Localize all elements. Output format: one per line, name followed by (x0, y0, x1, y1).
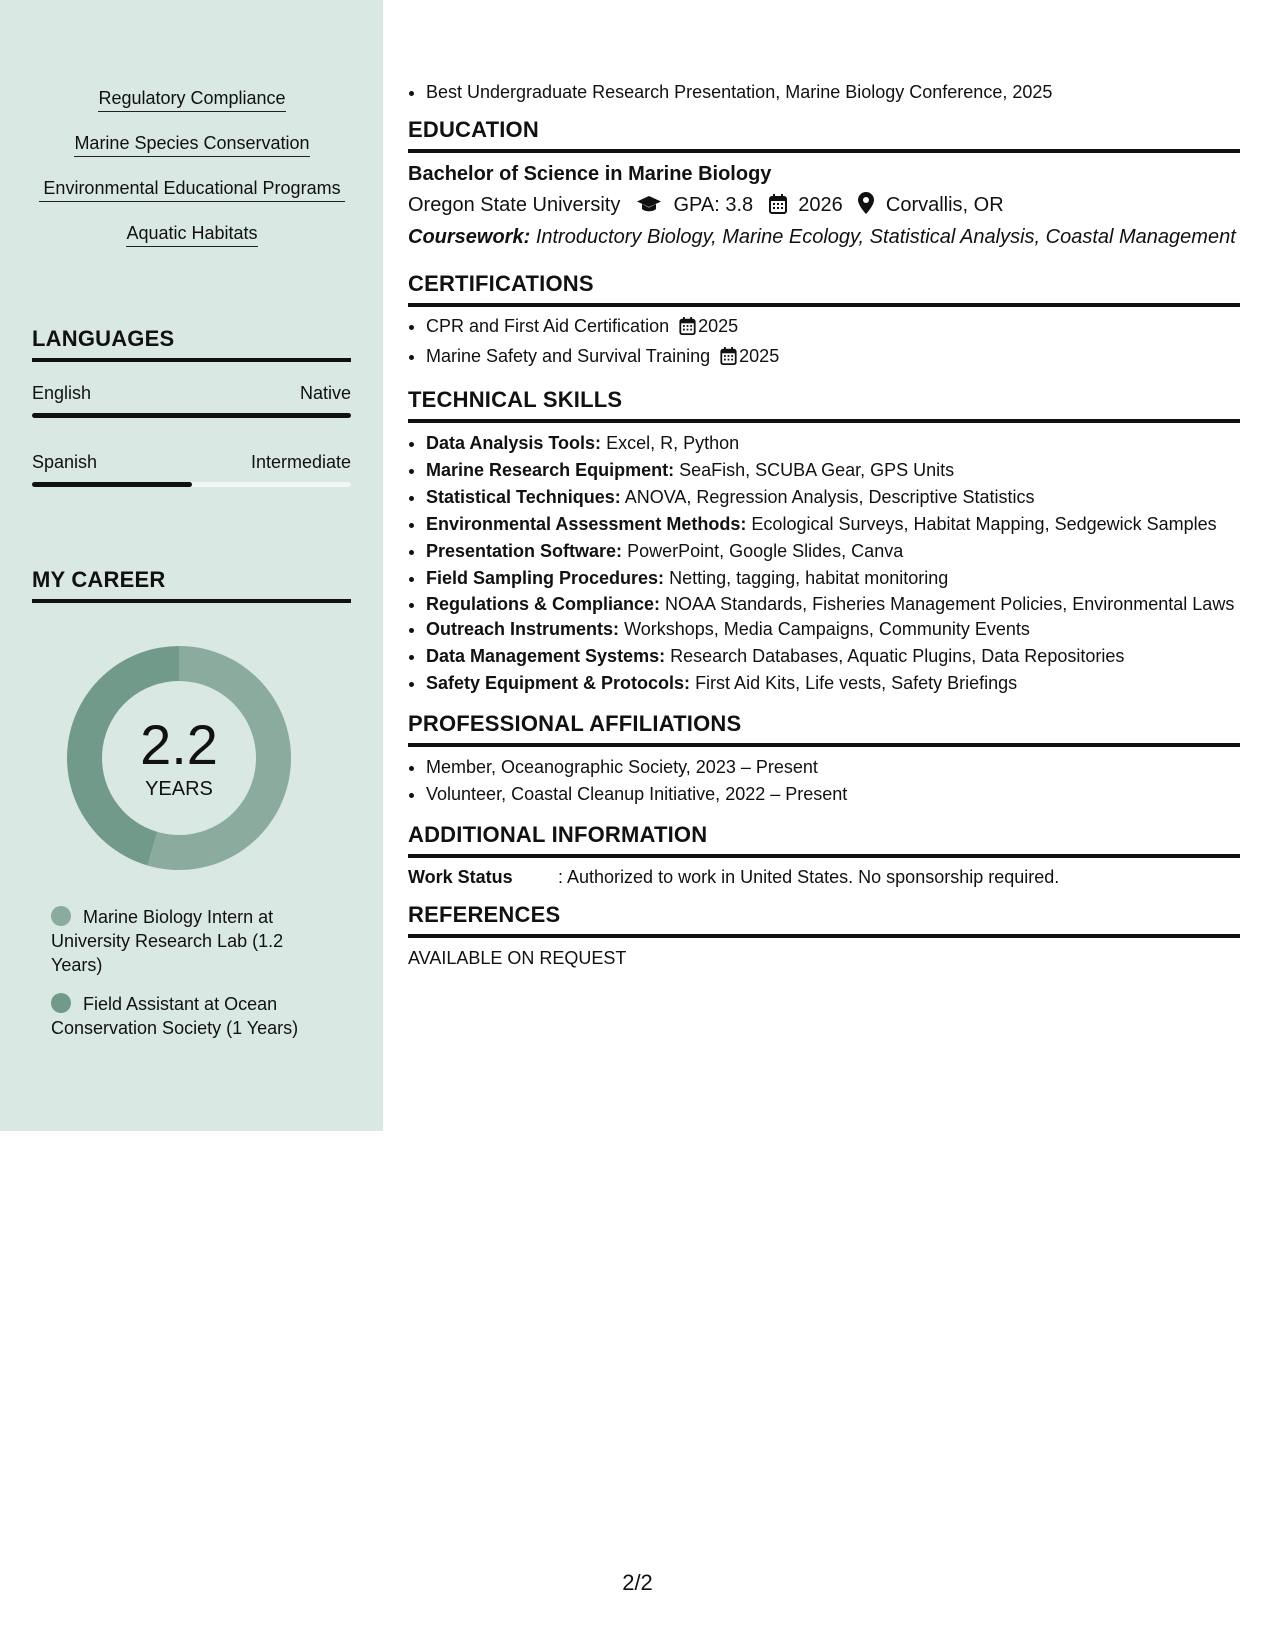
calendar-icon (720, 346, 737, 373)
language-name: English (32, 383, 92, 403)
graduation-cap-icon (636, 193, 662, 223)
legend-dot-icon (51, 906, 71, 926)
career-heading: MY CAREER (32, 567, 351, 603)
list-item: • Field Sampling Procedures: Netting, tagging, habitat monitoring (426, 565, 1240, 592)
technical-skills-list (408, 430, 1240, 697)
technical-skills-heading: TECHNICAL SKILLS (408, 387, 1240, 423)
gpa: GPA: 3.8 (673, 194, 754, 216)
school-name: Oregon State University (408, 194, 621, 216)
main-content (408, 0, 1240, 969)
work-status-value: : Authorized to work in United States. No sponsorship required. (558, 867, 1060, 887)
language-level-fill (32, 482, 192, 487)
language-level-fill (32, 413, 351, 418)
list-item: • Marine Safety and Survival Training 2025 (426, 343, 1240, 373)
education-heading: EDUCATION (408, 117, 1240, 153)
list-item: • Data Management Systems: Research Databases, Aquatic Plugins, Data Repositories (426, 643, 1240, 670)
coursework (408, 225, 1240, 249)
list-item: • Member, Oceanographic Society, 2023 – Present (426, 754, 1240, 781)
certifications-heading: CERTIFICATIONS (408, 271, 1240, 307)
list-item: • Outreach Instruments: Workshops, Media Campaigns, Community Events (426, 616, 1240, 643)
calendar-icon (769, 193, 787, 223)
skill-list (32, 86, 352, 266)
page-number: 2/2 (622, 1570, 653, 1595)
affiliations-heading: PROFESSIONAL AFFILIATIONS (408, 711, 1240, 747)
list-item: • Safety Equipment & Protocols: First Aid Kits, Life vests, Safety Briefings (426, 670, 1240, 697)
graduation-year: 2026 (798, 194, 843, 216)
certifications-list (408, 313, 1240, 373)
references-heading: REFERENCES (408, 902, 1240, 938)
career-legend-item: Field Assistant at Ocean Conservation Society (1 Years) (51, 994, 299, 1038)
skill-item: Marine Species Conservation (32, 131, 352, 157)
list-item: • Regulations & Compliance: NOAA Standards, Fisheries Management Policies, Environmental Laws (426, 592, 1240, 616)
list-item: • Presentation Software: PowerPoint, Google Slides, Canva (426, 538, 1240, 565)
work-status-label: Work Status (408, 867, 513, 887)
education-meta (408, 190, 1240, 223)
list-item: • Best Undergraduate Research Presentation, Marine Biology Conference, 2025 (426, 79, 1240, 106)
language-level: Intermediate (250, 452, 351, 472)
skill-item: Aquatic Habitats (32, 221, 352, 247)
list-item: • Environmental Assessment Methods: Ecological Surveys, Habitat Mapping, Sedgewick Samples (426, 511, 1240, 538)
career-total-unit: YEARS (145, 778, 213, 800)
list-item: • Statistical Techniques: ANOVA, Regression Analysis, Descriptive Statistics (426, 484, 1240, 511)
career-legend-item: Marine Biology Intern at University Research Lab (1.2 Years) (51, 907, 284, 975)
references-text: AVAILABLE ON REQUEST (408, 948, 627, 968)
work-status-row (408, 864, 1240, 890)
awards-list (408, 79, 1240, 106)
coursework-list: Introductory Biology, Marine Ecology, Statistical Analysis, Coastal Management (535, 226, 1236, 248)
list-item: • Volunteer, Coastal Cleanup Initiative, 2022 – Present (426, 781, 1240, 808)
location-pin-icon (858, 192, 874, 223)
language-name: Spanish (32, 452, 98, 472)
list-item: • CPR and First Aid Certification 2025 (426, 313, 1240, 343)
coursework-label: Coursework: (408, 226, 531, 248)
career-total-years: 2.2 (140, 713, 218, 776)
additional-info-heading: ADDITIONAL INFORMATION (408, 822, 1240, 858)
skill-item: Environmental Educational Programs (32, 176, 352, 202)
language-level: Native (299, 383, 351, 403)
calendar-icon (679, 316, 696, 343)
languages-heading: LANGUAGES (32, 326, 351, 362)
list-item: • Marine Research Equipment: SeaFish, SCUBA Gear, GPS Units (426, 457, 1240, 484)
skill-item: Regulatory Compliance (32, 86, 352, 112)
language-level-bar (32, 413, 351, 418)
affiliations-list (408, 754, 1240, 808)
list-item: • Data Analysis Tools: Excel, R, Python (426, 430, 1240, 457)
legend-dot-icon (51, 993, 71, 1013)
sidebar (0, 0, 383, 1131)
language-level-bar (32, 482, 351, 487)
degree-title: Bachelor of Science in Marine Biology (408, 163, 772, 185)
location: Corvallis, OR (885, 194, 1004, 216)
